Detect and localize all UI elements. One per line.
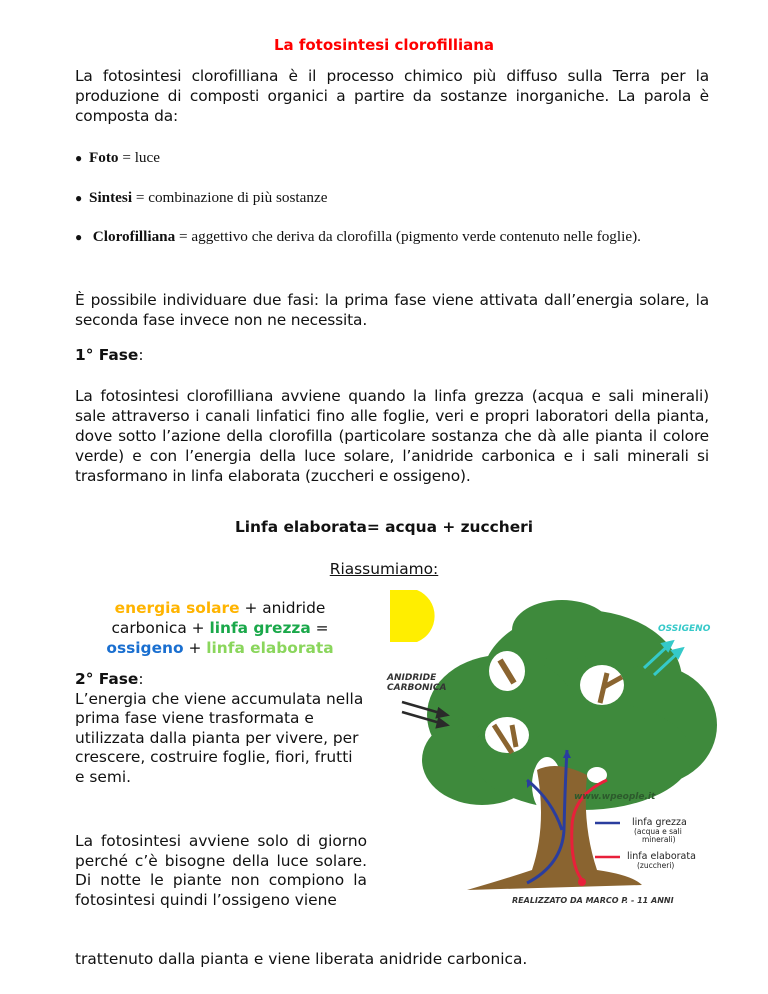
term-name: Clorofilliana [92,228,176,245]
term-definition: = luce [118,149,160,166]
legend-elaborata-sub: (zuccheri) [637,861,675,870]
phase1-heading [75,346,144,364]
legend-grezza-sub1: (acqua e sali [634,827,682,836]
summary-label [75,560,693,578]
eq-plus-anidride: + anidride carbonica + [111,599,326,637]
phases-intro-paragraph: È possibile individuare due fasi: la prima fase viene attivata dall’energia solare, la seconda fase invece non ne necessita. [75,291,709,329]
formula: Linfa elaborata= acqua + zuccheri [234,518,534,536]
intro-paragraph: La fotosintesi clorofilliana è il processo chimico più diffuso sulla Terra per la produzione di composti organici a partire da sostanze inorganiche. La parola è composta da: [75,67,709,125]
phase1-paragraph: La fotosintesi clorofilliana avviene quando la linfa grezza (acqua e sali minerali) sale attraverso i canali linfatici fino alle foglie, veri e propri laboratori della pianta, dove sotto l’azione della clorofilla (particolare sostanza che dà alle pianta il colore verde) e con l’energia della luce solare, l’anidride carbonica e i sali minerali si trasformano in linfa elaborata (zuccheri e ossigeno). [75,387,709,485]
legend-grezza-sub2: minerali) [642,835,676,844]
phase1-heading-colon: : [138,346,144,364]
day-night-paragraph-end: trattenuto dalla pianta e viene liberata anidride carbonica. [75,950,528,968]
page-title: La fotosintesi clorofilliana [273,36,495,54]
sun-icon [390,590,435,642]
term-item [75,188,709,208]
watermark: www.wpeople.it [574,792,656,802]
phase2-heading [75,670,375,690]
term-item [75,148,709,168]
eq-plus: + [183,639,207,657]
phase2-section [75,670,375,787]
phase1-heading-label: 1° Fase [75,346,139,364]
label-ossigeno: OSSIGENO [658,624,711,634]
term-name: Foto [89,149,119,166]
summary-label-text: Riassumiamo: [329,560,439,578]
term-item [75,227,709,247]
eq-ossigeno: ossigeno [106,639,184,657]
phase2-heading-label: 2° Fase [75,670,139,688]
term-definition: = aggettivo che deriva da clorofilla (pigmento verde contenuto nelle foglie). [175,228,641,245]
tree-illustration [382,585,732,905]
legend-elaborata-label: linfa elaborata [627,851,696,862]
bullet-icon: ● [75,151,83,165]
legend-grezza-label: linfa grezza [632,817,687,828]
bullet-icon: ● [75,230,83,244]
eq-energia-solare: energia solare [114,599,240,617]
credit: REALIZZATO DA MARCO P. - 11 ANNI [512,896,674,905]
label-anidride-1: ANIDRIDE [387,673,437,683]
phase2-paragraph: L’energia che viene accumulata nella prima fase viene trasformata e utilizzata dalla pianta per vivere, per crescere, costruire foglie, fiori, frutti e semi. [75,689,364,786]
eq-linfa-grezza: linfa grezza [209,619,311,637]
photosynthesis-equation [85,598,355,658]
phase2-heading-colon: : [138,670,144,688]
day-night-paragraph: La fotosintesi avviene solo di giorno perché c’è bisogne della luce solare. Di notte le piante non compiono la fotosintesi quindi l’ossigeno viene [75,832,367,909]
term-name: Sintesi [89,189,133,206]
eq-linfa-elaborata: linfa elaborata [206,639,334,657]
label-anidride-2: CARBONICA [387,683,447,693]
eq-equals: = [310,619,329,637]
bullet-icon: ● [75,191,83,205]
term-definition: = combinazione di più sostanze [132,189,328,206]
